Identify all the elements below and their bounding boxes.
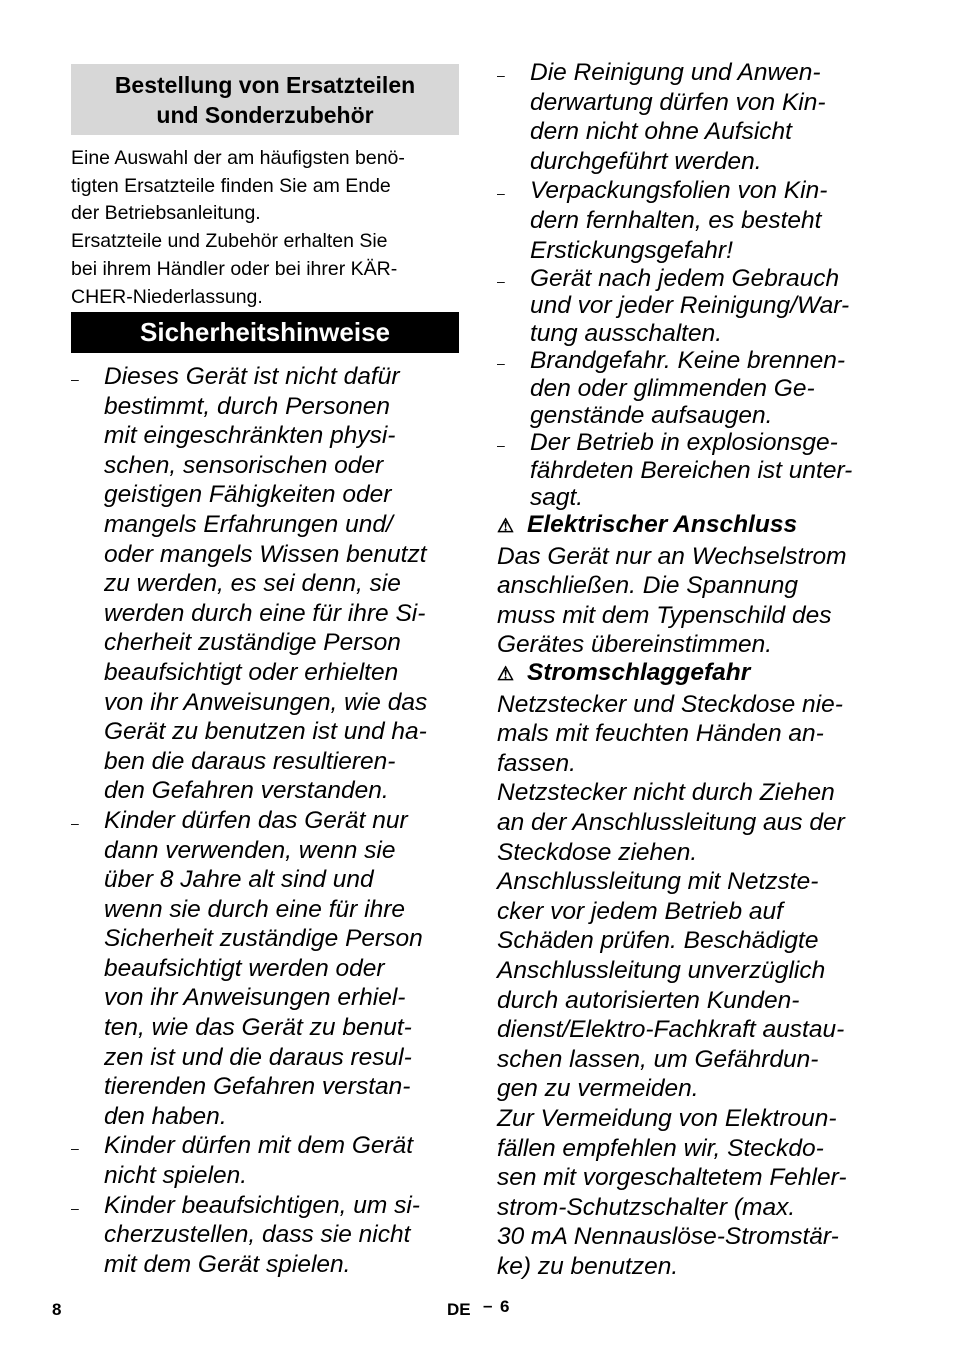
list-item <box>497 265 892 347</box>
list-item-line: ben die daraus resultieren- <box>104 747 396 775</box>
list-item-line: bestimmt, durch Personen <box>104 392 390 420</box>
footer-dash: – <box>483 1296 493 1315</box>
list-item-line: den haben. <box>104 1102 227 1130</box>
body-line: CHER-Niederlassung. <box>71 285 263 308</box>
list-item-line: Erstickungsgefahr! <box>530 236 733 264</box>
list-item-line: zen ist und die daraus resul- <box>104 1043 412 1071</box>
list-item-line: beaufsichtigt oder erhielten <box>104 658 399 686</box>
list-dash: – <box>71 814 79 831</box>
list-item-line: nicht spielen. <box>104 1162 248 1190</box>
list-item <box>497 176 892 265</box>
paragraph-line: anschließen. Die Spannung <box>497 572 799 600</box>
paragraph-line: strom-Schutzschalter (max. <box>497 1193 796 1221</box>
list-item-line: Die Reinigung und Anwen- <box>530 59 821 86</box>
list-dash: – <box>497 273 505 289</box>
list-item-line: tierenden Gefahren verstan- <box>104 1073 411 1101</box>
list-item-line: mit dem Gerät spielen. <box>104 1250 351 1278</box>
list-item-line: Gerät zu benutzen ist und ha- <box>104 718 427 746</box>
list-dash: – <box>497 355 505 372</box>
list-item <box>71 362 463 806</box>
electrical-body <box>497 542 892 660</box>
list-item-line: den oder glimmenden Ge- <box>530 374 815 402</box>
paragraph-line: an der Anschlussleitung aus der <box>497 808 845 836</box>
paragraph-line: Steckdose ziehen. <box>497 838 698 866</box>
body-line: der Betriebsanleitung. <box>71 202 261 225</box>
list-item-line: den Gefahren verstanden. <box>104 777 389 805</box>
footer-sub-page: 6 <box>500 1297 510 1316</box>
body-line: tigten Ersatzteile finden Sie am Ende <box>71 174 391 197</box>
heading-line: Bestellung von Ersatzteilen <box>114 71 416 98</box>
list-item-line: beaufsichtigt werden oder <box>104 954 385 982</box>
spare-parts-body <box>71 145 461 311</box>
list-item <box>71 1131 463 1190</box>
paragraph-line: sen mit vorgeschaltetem Fehler- <box>497 1164 847 1192</box>
list-dash: – <box>497 185 505 202</box>
electrical-connection-section <box>497 510 892 660</box>
list-item-line: wenn sie durch eine für ihre <box>104 895 405 923</box>
paragraph-line: Schäden prüfen. Beschädigte <box>497 927 819 955</box>
list-item-line: Kinder beaufsichtigen, um si- <box>104 1191 420 1219</box>
paragraph-line: Das Gerät nur an Wechselstrom <box>497 542 847 570</box>
list-item <box>71 1191 463 1280</box>
body-line: Ersatzteile und Zubehör erhalten Sie <box>71 230 388 253</box>
shock-title-text: Stromschlaggefahr <box>527 659 751 686</box>
paragraph-line: fassen. <box>497 749 576 777</box>
list-item-line: ten, wie das Gerät zu benut- <box>104 1014 412 1042</box>
electrical-title-text: Elektrischer Anschluss <box>527 511 798 538</box>
paragraph-line: Gerätes übereinstimmen. <box>497 631 773 659</box>
list-item-line: oder mangels Wissen benutzt <box>104 540 427 568</box>
list-item-line: Brandgefahr. Keine brennen- <box>530 347 846 375</box>
paragraph-line: 30 mA Nennauslöse-Stromstär- <box>497 1223 839 1251</box>
paragraph-line: mals mit feuchten Händen an- <box>497 720 824 748</box>
paragraph-line: durch autorisierten Kunden- <box>497 986 800 1014</box>
list-item-line: tung ausschalten. <box>530 319 723 347</box>
list-item <box>497 429 892 511</box>
list-item-line: durchgeführt werden. <box>530 147 762 175</box>
list-item-line: und vor jeder Reinigung/War- <box>530 292 850 320</box>
safety-list-right-a <box>497 58 892 265</box>
list-item-line: zu werden, es sei denn, sie <box>104 570 401 598</box>
shock-title <box>497 658 892 690</box>
footer-language: DE <box>447 1300 471 1319</box>
section-heading-spare-parts <box>71 64 459 135</box>
list-item-line: cherheit zuständige Person <box>104 629 401 657</box>
list-item-line: dern fernhalten, es besteht <box>530 206 822 234</box>
list-item-line: über 8 Jahre alt sind und <box>104 866 374 894</box>
list-item <box>71 806 463 1132</box>
safety-heading-text: Sicherheitshinweise <box>140 317 390 347</box>
paragraph-line: Anschlussleitung unverzüglich <box>497 956 826 984</box>
list-item-line: Gerät nach jedem Gebrauch <box>530 265 840 292</box>
list-item-line: Der Betrieb in explosionsge- <box>530 429 838 457</box>
paragraph-line: Netzstecker nicht durch Ziehen <box>497 779 835 807</box>
paragraph-line: muss mit dem Typenschild des <box>497 601 832 629</box>
paragraph-line: Netzstecker und Steckdose nie- <box>497 690 843 718</box>
list-item <box>497 347 892 429</box>
paragraph-line: fällen empfehlen wir, Steckdo- <box>497 1134 824 1162</box>
body-line: bei ihrem Händler oder bei ihrer KÄR- <box>71 257 398 280</box>
warning-triangle-icon: ⚠ <box>497 664 515 685</box>
list-item-line: sagt. <box>530 484 584 512</box>
paragraph-line: schen lassen, um Gefährdun- <box>497 1045 819 1073</box>
list-item-line: cherzustellen, dass sie nicht <box>104 1221 411 1249</box>
paragraph-line: gen zu vermeiden. <box>497 1075 699 1103</box>
shock-body <box>497 690 892 1282</box>
page-number: 8 <box>52 1300 62 1319</box>
section-heading-safety <box>71 312 459 353</box>
list-item-line: fährdeten Bereichen ist unter- <box>530 456 853 484</box>
electrical-title <box>497 510 892 542</box>
shock-hazard-section <box>497 658 892 1281</box>
safety-list-right-b <box>497 265 892 512</box>
list-item <box>497 58 892 176</box>
list-item-line: Sicherheit zuständige Person <box>104 925 423 953</box>
list-dash: – <box>497 437 505 454</box>
list-item-line: Kinder dürfen mit dem Gerät <box>104 1132 414 1160</box>
list-item-line: von ihr Anweisungen erhiel- <box>104 984 406 1012</box>
list-item-line: von ihr Anweisungen, wie das <box>104 688 428 716</box>
list-dash: – <box>71 1140 79 1157</box>
paragraph-line: dienst/Elektro-Fachkraft austau- <box>497 1016 845 1044</box>
safety-list-left <box>71 362 463 1279</box>
paragraph-line: cker vor jedem Betrieb auf <box>497 897 783 925</box>
list-item-line: dern nicht ohne Aufsicht <box>530 118 792 146</box>
list-dash: – <box>71 1199 79 1216</box>
list-item-line: werden durch eine für ihre Si- <box>104 599 426 627</box>
list-item-line: dann verwenden, wenn sie <box>104 836 396 864</box>
list-item-line: Kinder dürfen das Gerät nur <box>104 806 408 834</box>
paragraph-line: Zur Vermeidung von Elektroun- <box>497 1104 837 1132</box>
paragraph-line: Anschlussleitung mit Netzste- <box>497 868 819 896</box>
body-line: Eine Auswahl der am häufigsten benö- <box>71 147 405 169</box>
list-item-line: mangels Erfahrungen und/ <box>104 510 393 538</box>
list-item-line: schen, sensorischen oder <box>104 451 384 479</box>
list-item-line: derwartung dürfen von Kin- <box>530 88 826 116</box>
list-dash: – <box>497 67 505 83</box>
list-item-line: geistigen Fähigkeiten oder <box>104 481 392 509</box>
list-item-line: Verpackungsfolien von Kin- <box>530 177 828 205</box>
heading-line: und Sonderzubehör <box>156 101 374 128</box>
warning-triangle-icon: ⚠ <box>497 516 515 537</box>
paragraph-line: ke) zu benutzen. <box>497 1252 679 1280</box>
list-item-line: mit eingeschränkten physi- <box>104 422 396 450</box>
list-item-line: genstände aufsaugen. <box>530 402 773 430</box>
list-dash: – <box>71 371 79 387</box>
list-item-line: Dieses Gerät ist nicht dafür <box>104 363 400 390</box>
